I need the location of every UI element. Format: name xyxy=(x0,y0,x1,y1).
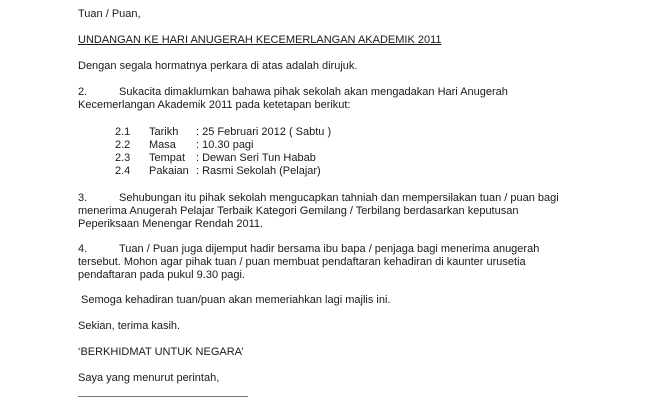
detail-label: Tempat xyxy=(149,152,186,164)
para2-line2: Kecemerlangan Akademik 2011 pada ketetapan berikut: xyxy=(78,99,351,111)
hope-line: Semoga kehadiran tuan/puan akan memeriahkan lagi majlis ini. xyxy=(78,294,391,306)
detail-label: Masa xyxy=(149,139,176,151)
para4-line3: pendaftaran pada pukul 9.30 pagi. xyxy=(78,269,245,281)
para3-line2: menerima Anugerah Pelajar Terbaik Kategori Gemilang / Terbilang berdasarkan keputusan xyxy=(78,205,519,217)
para2-number: 2. xyxy=(78,86,88,98)
detail-number: 2.4 xyxy=(115,165,131,177)
para4-number: 4. xyxy=(78,243,88,255)
detail-number: 2.2 xyxy=(115,139,131,151)
para4-line1: Tuan / Puan juga dijemput hadir bersama ibu bapa / penjaga bagi menerima anugerah xyxy=(119,243,540,255)
detail-number: 2.3 xyxy=(115,152,131,164)
letter-title: UNDANGAN KE HARI ANUGERAH KECEMERLANGAN AKADEMIK 2011 xyxy=(78,34,442,46)
para3-number: 3. xyxy=(78,192,88,204)
detail-value: : 25 Februari 2012 ( Sabtu ) xyxy=(196,126,332,138)
detail-number: 2.1 xyxy=(115,126,131,138)
detail-value: : Rasmi Sekolah (Pelajar) xyxy=(196,165,321,177)
motto: ‘BERKHIDMAT UNTUK NEGARA’ xyxy=(78,346,244,358)
detail-label: Tarikh xyxy=(149,126,179,138)
para4-line2: tersebut. Mohon agar pihak tuan / puan membuat pendaftaran kehadiran di kaunter urusetia xyxy=(78,256,526,268)
para3-line1: Sehubungan itu pihak sekolah mengucapkan tahniah dan mempersilakan tuan / puan bagi xyxy=(119,192,559,204)
detail-value: : 10.30 pagi xyxy=(196,139,254,151)
salutation: Tuan / Puan, xyxy=(78,8,141,20)
para2-line1: Sukacita dimaklumkan bahawa pihak sekolah akan mengadakan Hari Anugerah xyxy=(119,86,508,98)
detail-label: Pakaian xyxy=(149,165,189,177)
closing-line: Sekian, terima kasih. xyxy=(78,320,181,332)
para3-line3: Peperiksaan Menengar Rendah 2011. xyxy=(78,218,264,230)
sign-off: Saya yang menurut perintah, xyxy=(78,372,220,384)
signature-line xyxy=(78,396,248,397)
opening-line: Dengan segala hormatnya perkara di atas adalah dirujuk. xyxy=(78,60,358,72)
detail-value: : Dewan Seri Tun Habab xyxy=(196,152,316,164)
